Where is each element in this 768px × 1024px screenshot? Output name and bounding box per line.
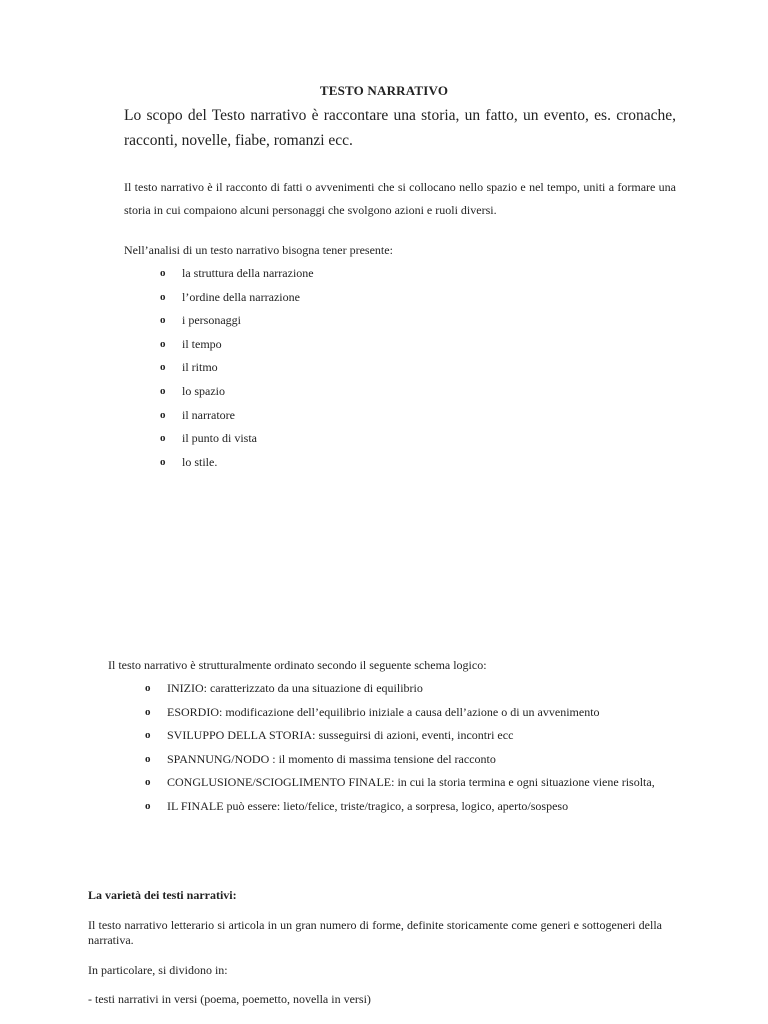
genres-paragraph: Il testo narrativo letterario si articola in un gran numero di forme, definite storicamente come generi e sottogeneri della narrativa. <box>88 918 662 947</box>
bullet-icon: o <box>145 682 151 694</box>
schema-intro: Il testo narrativo è strutturalmente ordinato secondo il seguente schema logico: <box>108 658 487 672</box>
list-item <box>160 333 314 357</box>
list-item <box>160 309 314 333</box>
bullet-icon: o <box>160 408 166 421</box>
list-item-text: i personaggi <box>182 313 241 328</box>
list-item <box>160 451 314 475</box>
bullet-icon: o <box>160 432 166 445</box>
list-item-text: la struttura della narrazione <box>182 266 314 280</box>
list-item-text: ESORDIO: modificazione dell’equilibrio iniziale a causa dell’azione o di un avvenimento <box>167 704 600 719</box>
analysis-intro: Nell’analisi di un testo narrativo bisogna tener presente: <box>124 243 393 257</box>
document-title: TESTO NARRATIVO <box>319 83 449 98</box>
bullet-icon: o <box>160 455 166 468</box>
bullet-icon: o <box>160 267 166 279</box>
bullet-icon: o <box>145 776 151 788</box>
list-item <box>145 724 665 748</box>
list-item-text: CONGLUSIONE/SCIOGLIMENTO FINALE: in cui la storia termina e ogni situazione viene risolta, <box>167 775 655 789</box>
list-item-text: il punto di vista <box>182 431 257 446</box>
bullet-icon: o <box>160 361 166 374</box>
bullet-icon: o <box>160 290 166 303</box>
list-item-text: il tempo <box>182 336 222 351</box>
list-item-text: SVILUPPO DELLA STORIA: susseguirsi di azioni, eventi, incontri ecc <box>167 728 514 742</box>
list-item-text: lo stile. <box>182 454 218 469</box>
bullet-icon: o <box>160 384 166 397</box>
verse-texts-paragraph: - testi narrativi in versi (poema, poemetto, novella in versi) <box>88 992 371 1006</box>
list-item-text: il narratore <box>182 407 235 422</box>
list-item-text: il ritmo <box>182 360 218 375</box>
list-item-text: SPANNUNG/NODO : il momento di massima tensione del racconto <box>167 751 496 766</box>
section-heading: La varietà dei testi narrativi: <box>88 888 237 902</box>
definition-paragraph: Il testo narrativo è il racconto di fatti o avvenimenti che si collocano nello spazio e nel tempo, uniti a formare una storia in cui compaiono alcuni personaggi che svolgono azioni e ruoli diversi. <box>124 180 676 217</box>
bullet-icon: o <box>145 729 151 741</box>
bullet-icon: o <box>145 705 151 718</box>
bullet-icon: o <box>160 314 166 327</box>
list-item <box>145 771 665 795</box>
list-item-text: lo spazio <box>182 383 225 398</box>
list-item-text: INIZIO: caratterizzato da una situazione di equilibrio <box>167 681 423 695</box>
list-item <box>160 404 314 428</box>
list-item <box>160 427 314 451</box>
list-item <box>145 677 665 701</box>
list-item <box>145 795 665 819</box>
list-item <box>160 380 314 404</box>
division-paragraph: In particolare, si dividono in: <box>88 963 228 977</box>
list-item <box>145 748 665 772</box>
schema-list <box>145 677 665 818</box>
analysis-list <box>160 262 314 474</box>
list-item <box>160 286 314 310</box>
bullet-icon: o <box>145 752 151 765</box>
bullet-icon: o <box>160 337 166 350</box>
list-item <box>160 356 314 380</box>
list-item <box>160 262 314 286</box>
intro-paragraph: Lo scopo del Testo narrativo è raccontare una storia, un fatto, un evento, es. cronache, racconti, novelle, fiabe, romanzi ecc. <box>124 107 676 149</box>
bullet-icon: o <box>145 799 151 812</box>
list-item <box>145 701 665 725</box>
list-item-text: l’ordine della narrazione <box>182 289 300 304</box>
list-item-text: IL FINALE può essere: lieto/felice, triste/tragico, a sorpresa, logico, aperto/sospeso <box>167 798 569 813</box>
